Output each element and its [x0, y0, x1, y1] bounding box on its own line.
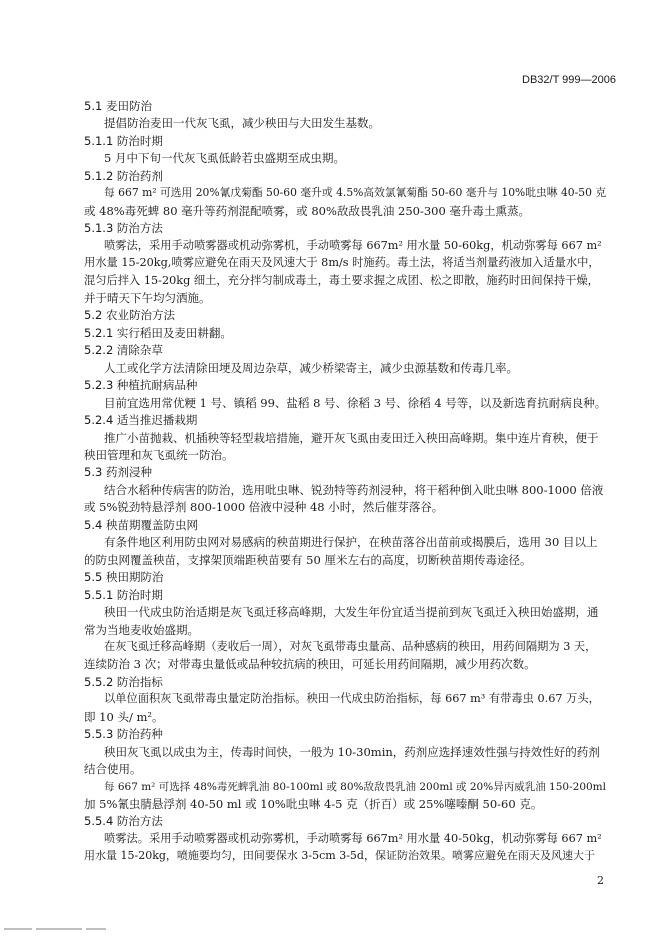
line-text: 结合使用。: [84, 762, 142, 777]
paragraph-line: [104, 360, 606, 376]
line-text: 或 48%毒死蜱 80 毫升等药剂混配喷雾，或 80%敌敌畏乳油 250-300 毫升毒土熏蒸。: [84, 203, 530, 218]
line-text: 5 月中下旬一代灰飞虱低龄若虫盛期至成虫期。: [104, 151, 345, 166]
line-text: 5.5.3 防治药种: [84, 727, 163, 742]
line-text: 以单位面积灰飞虱带毒虫量定防治指标。秧田一代成虫防治指标，每 667 m³ 有带毒虫 0.67 万头，: [104, 692, 600, 706]
paragraph-line: [104, 150, 606, 166]
section-heading: [84, 325, 606, 341]
paragraph-line: [84, 796, 606, 812]
line-text: 5.3 药剂浸种: [84, 465, 152, 480]
paragraph-line: [104, 430, 606, 446]
line-text: 5.2.2 清除杂草: [84, 343, 163, 358]
paragraph-line: [104, 639, 606, 655]
section-heading: [84, 464, 606, 480]
line-text: 结合水稻种传病害的防治，选用吡虫啉、锐劲特等药剂浸种，将干稻种倒入吡虫啉 800-1000 倍液: [104, 482, 604, 497]
line-text: 5.1.3 防治方法: [84, 221, 163, 236]
section-heading: [84, 517, 606, 533]
line-text: 或 5%锐劲特悬浮剂 800-1000 倍液中浸种 48 小时，然后催芽落谷。: [84, 500, 444, 515]
line-text: 5.5.2 防治指标: [84, 674, 163, 689]
line-text: 人工或化学方法清除田埂及周边杂草，减少桥梁寄主，减少虫源基数和传毒几率。: [104, 360, 518, 375]
paragraph-line: [104, 534, 606, 550]
section-heading: [84, 377, 606, 393]
paragraph-line: [104, 185, 606, 201]
line-text: 5.2.3 种植抗耐病品种: [84, 378, 198, 393]
line-text: 喷雾法，采用手动喷雾器或机动弥雾机，手动喷雾每 667m² 用水量 50-60kg，机动弥雾每 667 m²: [104, 238, 602, 252]
page-number: 2: [597, 874, 604, 887]
line-text: 连续防治 3 次；对带毒虫量低或品种较抗病的秧田，可延长用药间隔期，减少用药次数。: [84, 657, 536, 672]
line-text: 秧田一代成虫防治适期是灰飞虱迁移高峰期，大发生年份宜适当提前到灰飞虱迁入秧田始盛期，通: [104, 605, 599, 620]
line-text: 5.4 秧苗期覆盖防虫网: [84, 517, 198, 532]
paragraph-line: [104, 482, 606, 498]
scan-edge: [0, 924, 662, 936]
line-text: 在灰飞虱迁移高峰期（麦收后一周），对灰飞虱带毒虫量高、品种感病的秧田，用药间隔期为 3 天，: [104, 639, 597, 653]
line-text: 目前宜选用常优粳 1 号、镇稻 99、盐稻 8 号、徐稻 3 号、徐稻 4 号等，以及新选育抗耐病良种。: [104, 395, 607, 410]
line-text: 即 10 头/ m²。: [84, 709, 164, 724]
paragraph-line: [84, 447, 606, 463]
paragraph-line: [104, 395, 606, 411]
line-text: 5.5 秧田期防治: [84, 570, 164, 585]
paragraph-line: [84, 761, 606, 777]
line-text: 有条件地区利用防虫网对易感病的秧苗期进行保护，在秧苗落谷出苗前或揭膜后，选用 30 目以上: [104, 535, 598, 550]
line-text: 5.2.4 适当推迟播栽期: [84, 413, 198, 428]
paragraph-line: [84, 499, 606, 515]
line-text: 提倡防治麦田一代灰飞虱，减少秧田与大田发生基数。: [104, 116, 380, 131]
paragraph-line: [84, 848, 606, 864]
paragraph-line: [84, 656, 606, 672]
section-heading: [84, 674, 606, 690]
section-heading: [84, 307, 606, 323]
section-heading: [84, 133, 606, 149]
section-heading: [84, 98, 606, 114]
paragraph-line: [84, 273, 606, 289]
paragraph-line: [104, 744, 606, 760]
paragraph-line: [104, 691, 606, 707]
line-text: 的防虫网覆盖秧苗，支撑架顶端距秧苗要有 50 厘米左右的高度，切断秧苗期传毒途径。: [84, 552, 532, 567]
paragraph-line: [84, 709, 606, 725]
paragraph-line: [104, 115, 606, 131]
line-text: 5.1.2 防治药剂: [84, 168, 163, 183]
section-heading: [84, 220, 606, 236]
line-text: 秧田灰飞虱以成虫为主，传毒时间快，一般为 10-30min，药剂应选择速效性强与持效性好的药剂: [104, 744, 600, 759]
paragraph-line: [104, 604, 606, 620]
section-heading: [84, 569, 606, 585]
line-text: 并于晴天下午均匀洒施。: [84, 290, 211, 305]
line-text: 秧田管理和灰飞虱统一防治。: [84, 448, 234, 462]
paragraph-line: [84, 203, 606, 219]
line-text: 5.2.1 实行稻田及麦田耕翻。: [84, 325, 232, 340]
section-heading: [84, 813, 606, 829]
line-text: 5.1.1 防治时期: [84, 133, 163, 148]
line-text: 5.1 麦田防治: [84, 99, 152, 113]
line-text: 推广小苗抛栽、机插秧等轻型栽培措施，避开灰飞虱由麦田迁入秧田高峰期。集中连片育秧，便于: [104, 430, 599, 445]
line-text: 每 667 m² 可选用 20%氰戊菊酯 50-60 毫升或 4.5%高效氯氰菊酯 50-60 毫升与 10%吡虫啉 40-50 克: [104, 186, 607, 200]
paragraph-line: [84, 552, 606, 568]
line-text: 常为当地麦收始盛期。: [84, 622, 199, 637]
line-text: 5.5.1 防治时期: [84, 587, 163, 602]
paragraph-line: [104, 779, 606, 795]
paragraph-line: [104, 238, 606, 254]
line-text: 每 667 m² 可选择 48%毒死蜱乳油 80-100ml 或 80%敌敌畏乳油 200ml 或 20%异丙威乳油 150-200ml: [104, 780, 606, 793]
paragraph-line: [84, 622, 606, 638]
section-heading: [84, 412, 606, 428]
standard-code: DB32/T 999—2006: [522, 74, 616, 86]
section-heading: [84, 342, 606, 358]
line-text: 5.5.4 防治方法: [84, 814, 163, 829]
section-heading: [84, 168, 606, 184]
paragraph-line: [104, 831, 606, 847]
line-text: 用水量 15-20kg,喷雾应避免在雨天及风速大于 8m/s 时施药。毒土法，将适当剂量药液加入适量水中，: [84, 256, 600, 270]
line-text: 用水量 15-20kg，喷施要均匀，田间要保水 3-5cm 3-5d，保证防治效果。喷雾应避免在雨天及风速大于: [84, 849, 595, 863]
line-text: 混匀后拌入 15-20kg 细土，充分拌匀制成毒土，毒土要求握之成团、松之即散，施药时田间保持干燥，: [84, 273, 599, 287]
line-text: 5.2 农业防治方法: [84, 308, 175, 323]
section-heading: [84, 587, 606, 603]
paragraph-line: [84, 255, 606, 271]
section-heading: [84, 726, 606, 742]
paragraph-line: [84, 290, 606, 306]
line-text: 加 5%氰虫腈悬浮剂 40-50 ml 或 10%吡虫啉 4-5 克（折百）或 25%噻嗪酮 50-60 克。: [84, 797, 543, 811]
line-text: 喷雾法。采用手动喷雾器或机动弥雾机，手动喷雾每 667m² 用水量 40-50kg，机动弥雾每 667 m²: [104, 831, 602, 845]
